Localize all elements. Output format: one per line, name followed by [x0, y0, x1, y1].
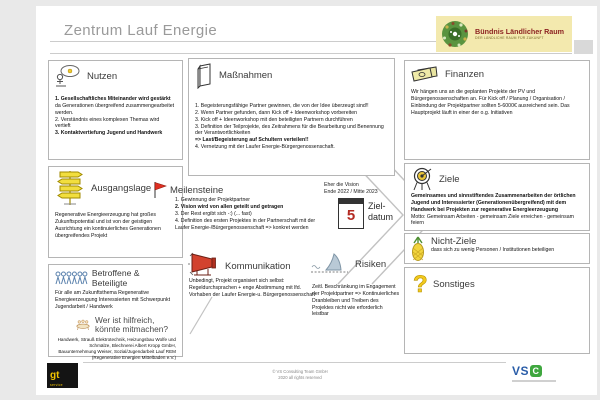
svg-text:?: ? [413, 271, 428, 297]
meilenstein-line: 3. Der Rest ergibt sich -:) (... fast) [175, 211, 252, 218]
betroffene-participants: Handwerk, Strauß Elektrotechnik, Heizungsbau Wolfe und Schmälze, Blechnerei Albert Kropp GmbH, Bauunternehmung Weiser, Sozial/Jugendarbeit Lauf REM (Regenerative Energien Mittelbaden e.V.) [57, 336, 176, 361]
box-ausgangslage-title: Ausgangslage [91, 182, 152, 194]
page-title: Zentrum Lauf Energie [64, 22, 218, 39]
logo-tagline: DER LÄNDLICHE RAUM FÜR ZUKUNFT [475, 35, 544, 40]
gt-logo-subtext: service [50, 383, 63, 387]
box-finanzen [404, 60, 590, 160]
vision-note-line: Eher die Vision [324, 182, 359, 188]
money-icon [410, 64, 440, 84]
zieldatum-label: Ziel-datum [368, 201, 394, 222]
signpost-icon [54, 170, 86, 206]
risiken-text: Zeitl. Beschränkung im Engagement der Projektpartner => Kontinuierliches Dranbleiben und Treiben des Projektes nicht wie erforderlich leistbar [312, 284, 400, 318]
vsc-logo-tagline-bar [512, 380, 556, 382]
box-nutzen-title: Nutzen [87, 70, 118, 82]
logo-title: Bündnis Ländlicher Raum [475, 27, 565, 37]
meilensteine-title: Meilensteine [170, 185, 224, 196]
box-betroffene [48, 264, 183, 361]
ziele-motto: Motto: Gemeinsam Arbeiten - gemeinsam Ziele erreichen - gemeinsam feiern [411, 213, 574, 227]
target-icon [410, 167, 434, 191]
target-date-calendar-icon [338, 198, 364, 229]
massnahmen-line: 2. Wenn Partner gefunden, dann Kick off + Ideenworkshop vorbereiten [195, 109, 358, 116]
vsc-logo-c: C [530, 365, 542, 377]
box-massnahmen [188, 58, 395, 176]
massnahmen-line: 3. Kick off + Ideenworkshop mit den beteiligten Partnern durchführen [195, 116, 353, 123]
risiken-title: Risiken [355, 259, 387, 270]
ausgangslage-text: Regenerative Energieerzeugung hat großes Zukunftspotential und ist von der geistigen Ausrichtung ein kontinuierliches Generationen übergreifendes Projekt [55, 212, 161, 239]
benefit-doodle-icon [54, 64, 82, 88]
box-sonstiges-title: Sonstiges [433, 278, 475, 290]
finanzen-text: Wir hängen uns an die geplanten Projekte der PV und Bürgergenossenschaften an. Für Kick off / Planung / Organisation / Einbindung der Projektpartner sollten 5-6000€ ausreichend sein. Das Hauptprojekt läuft in einer der o.g. Initiativen [411, 89, 570, 116]
box-finanzen-title: Finanzen [445, 68, 485, 80]
box-nicht-ziele-title: Nicht-Ziele [431, 236, 477, 247]
meilenstein-line: 1. Gewinnung der Projektpartner [175, 197, 250, 203]
milestone-flag-icon [152, 181, 168, 199]
box-ziele [404, 163, 590, 231]
question-icon [410, 271, 428, 297]
massnahmen-line: 4. Vernetzung mit der Laufer Energie-Bürgergenossenschaft. [195, 144, 335, 151]
betroffene-text: Für alle am Zukunftsthema Regenerative Energieerzeugung Interessierten mit Schwerpunkt Jugendarbeit / Handwerk [55, 290, 171, 310]
copyright-line: © VS Consulting Team GmbH [272, 369, 328, 374]
vision-note [324, 182, 400, 196]
copyright-note [245, 369, 355, 382]
kommunikation-title: Kommunikation [225, 261, 291, 272]
gt-service-logo [47, 363, 78, 388]
gt-logo-text: gt [50, 370, 60, 381]
vsc-logo [512, 364, 556, 382]
kommunikation-text: Unbedingt, Projekt organisiert sich selbst: Regeldurchsprachen + enge Abstimmung mit lfd. Vorhaben der Laufer Energie-u. Bürgergenossenschaft [189, 278, 316, 298]
header-corner-tab [574, 40, 593, 54]
ziele-text: Gemeinsames und sinnstiftendes Zusammenarbeiten der örtlichen Jugend und Interessierter (Generationenübergreifend) mit dem Handwerk bei Projekten zur regenerative Energieerzeugung [411, 193, 576, 213]
people-at-table-icon [75, 316, 91, 334]
measures-slab-icon [194, 62, 214, 89]
nicht-ziele-text: dass sich zu wenig Personen / Institutionen beteiligen [431, 247, 555, 253]
massnahmen-line: 3. Definition der Teilprojekte, des Zeitrahmens für die Bearbeitung und Benennung der Verantwortlichkeiten [195, 123, 384, 137]
box-ausgangslage [48, 166, 183, 258]
megaphone-icon [188, 252, 220, 276]
massnahmen-line: 1. Begeisterungsfähige Partner gewinnen, die von der Idee überzeugt sind!! [195, 103, 369, 109]
nutzen-line: da Generationen übergreifend zusammengearbeitet werden. [55, 102, 175, 116]
box-betroffene-title: Betroffene & Beteiligte [91, 268, 140, 288]
nutzen-line: 3. Kontaktvertiefung Jugend und Handwerk [55, 130, 163, 137]
massnahmen-line: => Last/Begeisterung auf Schultern verteilen!! [195, 137, 309, 144]
bundnis-laendlicher-raum-logo [436, 16, 572, 52]
meilensteine-list [175, 197, 330, 232]
crowd-icon [54, 270, 88, 286]
box-massnahmen-title: Maßnahmen [219, 70, 273, 81]
nutzen-line: 1. Gesellschaftliches Miteinander wird gestärkt [55, 96, 171, 102]
box-nutzen [48, 60, 183, 160]
calendar-day: 5 [346, 207, 356, 224]
vsc-logo-vs: VS [512, 364, 530, 378]
pineapple-icon [410, 236, 426, 262]
betroffene-subtitle: Wer ist hilfreich, könnte mitmachen? [95, 314, 169, 335]
nutzen-line: 2. Verständnis eines komplexen Themas wird vertieft [55, 116, 160, 130]
copyright-line: 2020 all rights reserved [278, 375, 322, 381]
box-nicht-ziele [404, 233, 590, 264]
logo-globe-icon [440, 19, 470, 49]
meilenstein-line: 4. Definition des ersten Projektes in der Partnerschaft mit der Laufer Energie-/Bürgergenossenschaft => konkret werden [175, 218, 316, 232]
shark-fin-icon [310, 252, 350, 276]
box-ziele-title: Ziele [439, 173, 460, 185]
meilenstein-line: 2. Vision wird von allen geteilt und getragen [175, 204, 284, 211]
box-sonstiges [404, 267, 590, 354]
vision-note-line: Ende 2022 / Mitte 2023 [324, 188, 378, 195]
